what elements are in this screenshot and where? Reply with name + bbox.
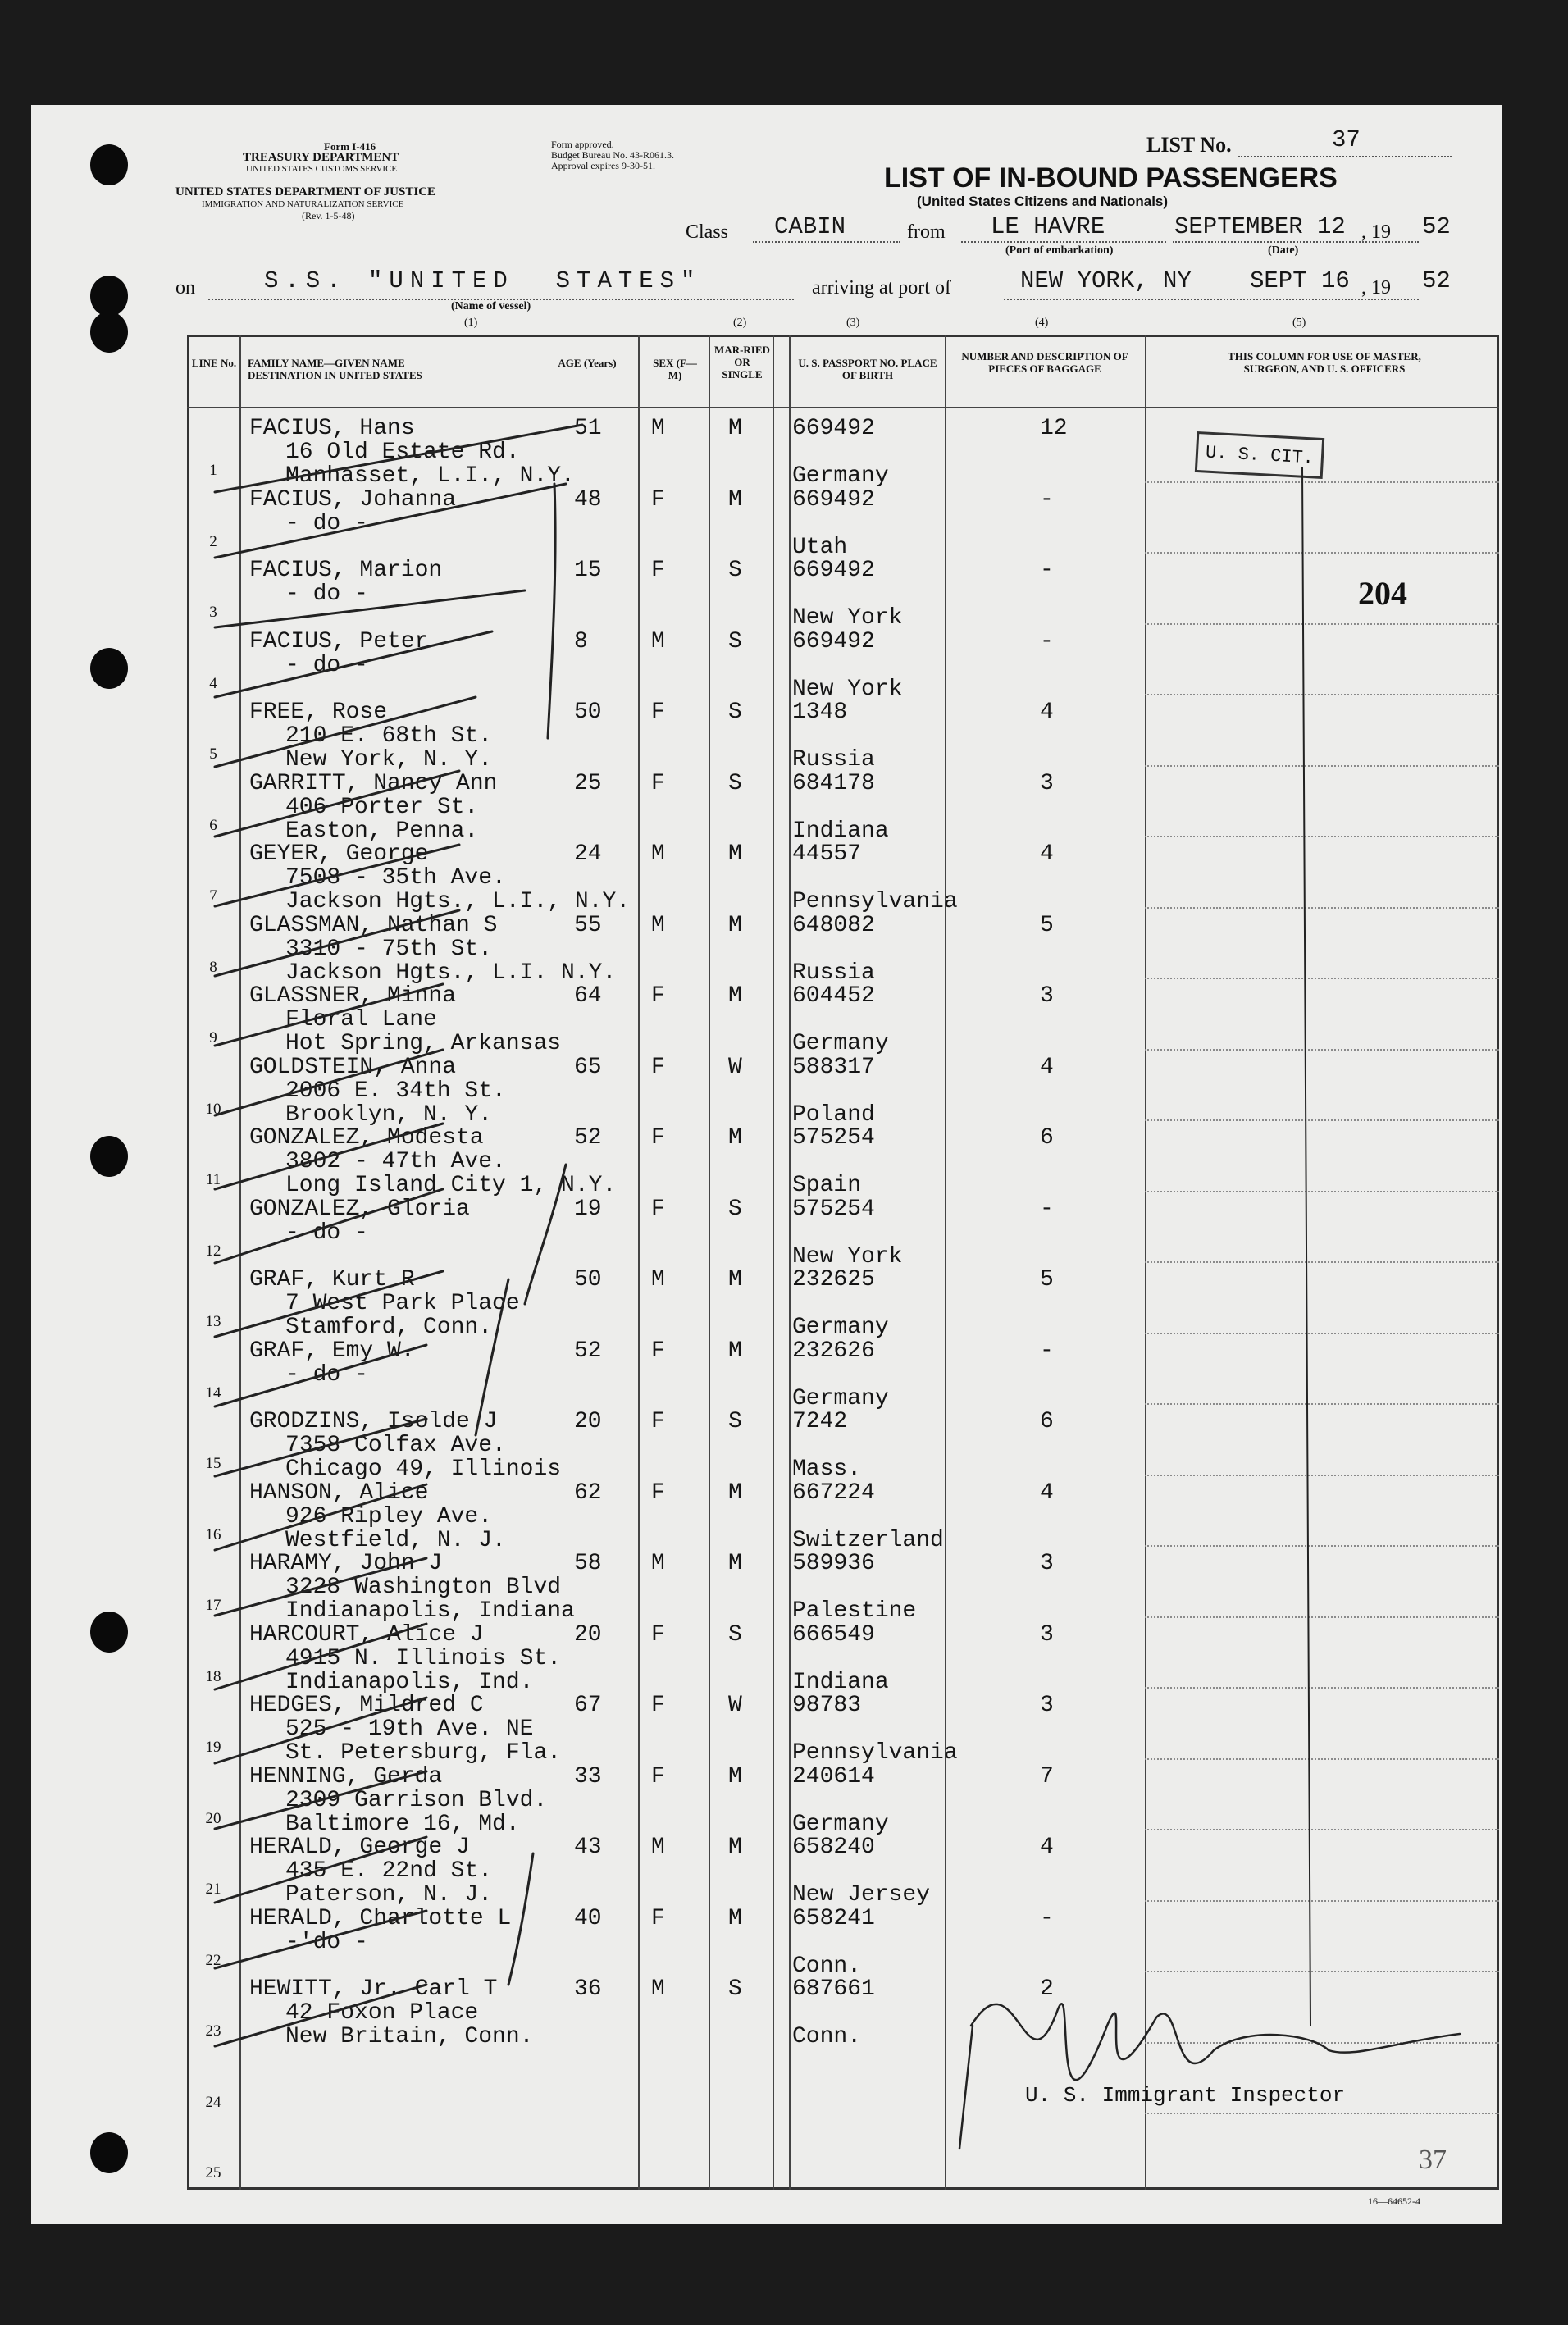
address-line-2: Paterson, N. J. [285, 1882, 493, 1908]
passenger-name: HARCOURT, Alice J [249, 1621, 484, 1648]
marital-status: M [728, 486, 742, 513]
line-number: 13 [205, 1313, 221, 1330]
passenger-sex: M [651, 1976, 665, 2002]
marital-status: S [728, 770, 742, 796]
baggage-count: 5 [1040, 912, 1054, 938]
marital-status: M [728, 1835, 742, 1860]
approval-line: Budget Bureau No. 43-R061.3. [551, 149, 674, 161]
passenger-name: FACIUS, Hans [249, 416, 415, 441]
arrival-port: NEW YORK, NY [1020, 267, 1192, 294]
marital-status: W [728, 1054, 742, 1080]
baggage-count: 2 [1040, 1976, 1054, 2002]
address-line-1: 525 - 19th Ave. NE [285, 1716, 534, 1742]
address-line-2: Hot Spring, Arkansas [285, 1031, 562, 1056]
on-label: on [175, 277, 195, 299]
address-line-1: 435 E. 22nd St. [285, 1858, 493, 1884]
passenger-sex: F [651, 1054, 665, 1080]
place-of-birth: Poland [792, 1101, 875, 1128]
marital-status: M [728, 912, 742, 938]
marital-status: M [728, 416, 742, 441]
passport-number: 232626 [792, 1338, 875, 1364]
baggage-count: - [1040, 628, 1054, 654]
address-line-1: 7 West Park Place [285, 1291, 520, 1316]
address-line-1: - do - [285, 1219, 368, 1246]
line-number: 11 [205, 1171, 221, 1188]
baggage-count: 4 [1040, 1054, 1054, 1080]
passenger-age: 52 [574, 1338, 602, 1364]
passenger-age: 50 [574, 1267, 602, 1292]
baggage-count: 4 [1040, 841, 1054, 867]
embark-date: SEPTEMBER 12 [1174, 213, 1346, 240]
address-line-2: Stamford, Conn. [285, 1315, 493, 1340]
baggage-count: - [1040, 1905, 1054, 1931]
address-line-1: -'do - [285, 1929, 368, 1955]
address-line-1: 7508 - 35th Ave. [285, 865, 506, 891]
line-number: 25 [205, 2164, 221, 2181]
passenger-sex: M [651, 912, 665, 938]
date-caption: (Date) [1268, 244, 1299, 257]
passenger-age: 51 [574, 416, 602, 441]
vessel-name: S.S. "UNITED STATES" [264, 267, 702, 294]
line-number: 18 [205, 1667, 221, 1685]
baggage-count: - [1040, 558, 1054, 583]
line-number: 15 [205, 1455, 221, 1472]
passport-number: 669492 [792, 628, 875, 654]
address-line-1: 4915 N. Illinois St. [285, 1645, 562, 1671]
passenger-name: GONZALEZ, Gloria [249, 1196, 470, 1222]
passport-number: 589936 [792, 1551, 875, 1576]
header-married: MAR-RIED OR SINGLE [714, 344, 770, 381]
place-of-birth: Utah [792, 534, 848, 560]
address-line-2: New York, N. Y. [285, 747, 493, 773]
address-line-1: - do - [285, 581, 368, 607]
place-of-birth: Indiana [792, 1669, 889, 1695]
passenger-sex: F [651, 1338, 665, 1364]
passport-number: 687661 [792, 1976, 875, 2002]
treasury-dept: TREASURY DEPARTMENT [243, 151, 399, 164]
line-number: 9 [209, 1029, 217, 1046]
marital-status: S [728, 558, 742, 583]
address-line-1: 7358 Colfax Ave. [285, 1433, 506, 1458]
passenger-name: GLASSMAN, Nathan S [249, 912, 498, 938]
line-number: 24 [205, 2093, 221, 2111]
passenger-age: 48 [574, 486, 602, 513]
revision: (Rev. 1-5-48) [302, 210, 355, 221]
passenger-sex: M [651, 628, 665, 654]
place-of-birth: Palestine [792, 1598, 917, 1624]
year-embark: 52 [1422, 213, 1451, 240]
place-of-birth: Switzerland [792, 1527, 944, 1553]
address-line-1: Floral Lane [285, 1007, 437, 1033]
marital-status: S [728, 1621, 742, 1648]
marital-status: M [728, 841, 742, 867]
address-line-1: 2006 E. 34th St. [285, 1078, 506, 1104]
passport-number: 658241 [792, 1905, 875, 1931]
passenger-age: 15 [574, 558, 602, 583]
address-line-2: New Britain, Conn. [285, 2024, 534, 2049]
header-name: FAMILY NAME—GIVEN NAME DESTINATION IN UNITED STATES [248, 357, 422, 381]
passenger-name: GRAF, Kurt R [249, 1267, 415, 1292]
baggage-count: 3 [1040, 983, 1054, 1009]
passenger-age: 8 [574, 628, 588, 654]
baggage-count: - [1040, 1338, 1054, 1364]
passport-number: 667224 [792, 1479, 875, 1506]
justice-dept: UNITED STATES DEPARTMENT OF JUSTICE [175, 185, 436, 198]
header-line-no: LINE No. [191, 357, 237, 369]
col-number: (4) [1035, 317, 1049, 329]
header-age: AGE (Years) [558, 357, 617, 369]
passenger-name: HEWITT, Jr. Carl T [249, 1976, 498, 2002]
passenger-sex: F [651, 1409, 665, 1434]
marital-status: M [728, 1763, 742, 1789]
year-prefix: , 19 [1361, 221, 1391, 243]
passenger-name: HERALD, Charlotte L [249, 1905, 512, 1931]
address-line-1: 16 Old Estate Rd. [285, 440, 520, 465]
passenger-sex: F [651, 770, 665, 796]
year-prefix-2: , 19 [1361, 277, 1391, 299]
class-label: Class [686, 221, 729, 243]
address-line-1: 926 Ripley Ave. [285, 1503, 493, 1529]
port-embark-caption: (Port of embarkation) [1005, 244, 1114, 257]
line-number: 6 [209, 816, 217, 834]
address-line-1: 3310 - 75th St. [285, 936, 493, 962]
marital-status: M [728, 1125, 742, 1151]
passport-number: 240614 [792, 1763, 875, 1789]
address-line-1: 2309 Garrison Blvd. [285, 1787, 548, 1813]
place-of-birth: New York [792, 605, 903, 631]
form-subtitle: (United States Citizens and Nationals) [917, 194, 1169, 209]
baggage-count: - [1040, 486, 1054, 513]
marital-status: M [728, 1905, 742, 1931]
passport-number: 232625 [792, 1267, 875, 1292]
address-line-2: Jackson Hgts., L.I. N.Y. [285, 960, 617, 986]
place-of-birth: Mass. [792, 1457, 862, 1482]
col-number: (3) [846, 317, 860, 329]
passenger-age: 36 [574, 1976, 602, 2002]
line-number: 1 [209, 462, 217, 479]
line-number: 7 [209, 887, 217, 905]
passenger-name: GOLDSTEIN, Anna [249, 1054, 457, 1080]
baggage-count: - [1040, 1196, 1054, 1222]
marital-status: W [728, 1693, 742, 1718]
passenger-name: GLASSNER, Minna [249, 983, 457, 1009]
passport-number: 588317 [792, 1054, 875, 1080]
passport-number: 684178 [792, 770, 875, 796]
year-arrival: 52 [1422, 267, 1451, 294]
address-line-1: 210 E. 68th St. [285, 723, 493, 749]
marital-status: M [728, 1338, 742, 1364]
passenger-age: 52 [574, 1125, 602, 1151]
line-number: 12 [205, 1242, 221, 1260]
us-citizen-stamp: U. S. CIT. [1195, 431, 1324, 479]
address-line-2: St. Petersburg, Fla. [285, 1740, 562, 1766]
place-of-birth: Germany [792, 1315, 889, 1340]
passenger-age: 20 [574, 1621, 602, 1648]
passenger-age: 67 [574, 1693, 602, 1718]
passenger-age: 43 [574, 1835, 602, 1860]
passport-number: 575254 [792, 1196, 875, 1222]
passenger-age: 50 [574, 700, 602, 725]
passenger-name: HARAMY, John J [249, 1551, 443, 1576]
passport-number: 44557 [792, 841, 862, 867]
baggage-count: 4 [1040, 1479, 1054, 1506]
address-line-1: - do - [285, 510, 368, 536]
list-number: 37 [1332, 126, 1361, 153]
customs-service: UNITED STATES CUSTOMS SERVICE [246, 164, 398, 174]
passenger-sex: F [651, 1621, 665, 1648]
passport-number: 669492 [792, 486, 875, 513]
passenger-sex: F [651, 1763, 665, 1789]
class-value: CABIN [774, 213, 846, 240]
passenger-sex: M [651, 1551, 665, 1576]
passenger-sex: M [651, 1835, 665, 1860]
baggage-count: 6 [1040, 1125, 1054, 1151]
passenger-age: 33 [574, 1763, 602, 1789]
place-of-birth: Germany [792, 1811, 889, 1837]
arrival-date: SEPT 16 [1250, 267, 1350, 294]
line-number: 22 [205, 1951, 221, 1969]
baggage-count: 12 [1040, 416, 1068, 441]
address-line-2: Indianapolis, Indiana [285, 1598, 575, 1624]
col-number: (1) [464, 317, 478, 329]
passenger-sex: F [651, 1196, 665, 1222]
address-line-2: Manhasset, L.I., N.Y. [285, 463, 575, 489]
passenger-sex: F [651, 700, 665, 725]
place-of-birth: New York [792, 1243, 903, 1270]
passenger-age: 19 [574, 1196, 602, 1222]
line-number: 14 [205, 1384, 221, 1402]
marital-status: M [728, 1479, 742, 1506]
baggage-count: 3 [1040, 1621, 1054, 1648]
baggage-count: 7 [1040, 1763, 1054, 1789]
passenger-sex: M [651, 841, 665, 867]
address-line-1: - do - [285, 652, 368, 678]
passenger-age: 58 [574, 1551, 602, 1576]
passenger-sex: M [651, 1267, 665, 1292]
passport-number: 658240 [792, 1835, 875, 1860]
marital-status: M [728, 983, 742, 1009]
passenger-sex: M [651, 416, 665, 441]
baggage-count: 3 [1040, 1693, 1054, 1718]
place-of-birth: Germany [792, 1031, 889, 1056]
place-of-birth: Russia [792, 960, 875, 986]
address-line-2: Easton, Penna. [285, 818, 479, 844]
baggage-count: 3 [1040, 770, 1054, 796]
passport-number: 575254 [792, 1125, 875, 1151]
line-number: 19 [205, 1739, 221, 1756]
ins-service: IMMIGRATION AND NATURALIZATION SERVICE [202, 199, 404, 209]
port-embarkation: LE HAVRE [991, 213, 1105, 240]
address-line-1: 42 Foxon Place [285, 2000, 479, 2026]
form-number: Form I-416 [324, 140, 376, 153]
passenger-name: HENNING, Gerda [249, 1763, 443, 1789]
passenger-sex: F [651, 983, 665, 1009]
passenger-sex: F [651, 1479, 665, 1506]
passenger-age: 25 [574, 770, 602, 796]
address-line-2: Chicago 49, Illinois [285, 1457, 562, 1482]
address-line-1: 3228 Washington Blvd [285, 1575, 562, 1600]
passport-number: 98783 [792, 1693, 862, 1718]
passenger-name: FACIUS, Peter [249, 628, 429, 654]
address-line-2: Baltimore 16, Md. [285, 1811, 520, 1837]
baggage-count: 4 [1040, 1835, 1054, 1860]
address-line-1: 406 Porter St. [285, 794, 479, 820]
passenger-sex: F [651, 1905, 665, 1931]
header-baggage: NUMBER AND DESCRIPTION OF PIECES OF BAGGAGE [961, 350, 1128, 375]
line-number: 2 [209, 532, 217, 550]
passenger-sex: F [651, 1693, 665, 1718]
list-no-label: LIST No. [1146, 133, 1232, 157]
line-number: 17 [205, 1597, 221, 1614]
line-number: 8 [209, 958, 217, 976]
place-of-birth: Pennsylvania [792, 889, 958, 914]
passenger-name: HEDGES, Mildred C [249, 1693, 484, 1718]
col-number: (2) [733, 317, 747, 329]
passenger-age: 24 [574, 841, 602, 867]
passenger-sex: F [651, 1125, 665, 1151]
place-of-birth: Spain [792, 1173, 862, 1198]
baggage-count: 4 [1040, 700, 1054, 725]
place-of-birth: Germany [792, 1385, 889, 1411]
passport-number: 669492 [792, 558, 875, 583]
place-of-birth: New Jersey [792, 1882, 931, 1908]
marital-status: M [728, 1551, 742, 1576]
passenger-name: GONZALEZ, Modesta [249, 1125, 484, 1151]
marital-status: S [728, 628, 742, 654]
address-line-2: Indianapolis, Ind. [285, 1669, 534, 1695]
passenger-age: 55 [574, 912, 602, 938]
baggage-count: 5 [1040, 1267, 1054, 1292]
passport-number: 669492 [792, 416, 875, 441]
from-label: from [907, 221, 946, 243]
inspector-caption: U. S. Immigrant Inspector [1025, 2083, 1346, 2108]
passenger-name: GRODZINS, Isolde J [249, 1409, 498, 1434]
address-line-2: Brooklyn, N. Y. [285, 1101, 493, 1128]
passenger-name: GRAF, Emy W. [249, 1338, 415, 1364]
passport-number: 1348 [792, 700, 848, 725]
approval-line: Approval expires 9-30-51. [551, 160, 655, 171]
passenger-name: HERALD, George J [249, 1835, 470, 1860]
passport-number: 666549 [792, 1621, 875, 1648]
passport-number: 7242 [792, 1409, 848, 1434]
line-number: 10 [205, 1100, 221, 1118]
address-line-2: Westfield, N. J. [285, 1527, 506, 1553]
passenger-age: 64 [574, 983, 602, 1009]
passenger-sex: F [651, 558, 665, 583]
line-number: 3 [209, 604, 217, 621]
passenger-age: 20 [574, 1409, 602, 1434]
page-note: 37 [1419, 2145, 1447, 2175]
marital-status: S [728, 1196, 742, 1222]
col-number: (5) [1292, 317, 1306, 329]
passenger-name: HANSON, Alice [249, 1479, 429, 1506]
address-line-2: Long Island City 1, N.Y. [285, 1173, 617, 1198]
header-sex: SEX (F—M) [653, 357, 697, 381]
place-of-birth: New York [792, 676, 903, 702]
footer-code: 16—64652-4 [1368, 2195, 1420, 2207]
tally-number: 204 [1358, 575, 1407, 612]
passenger-age: 62 [574, 1479, 602, 1506]
address-line-1: - do - [285, 1361, 368, 1388]
baggage-count: 6 [1040, 1409, 1054, 1434]
arriving-label: arriving at port of [812, 277, 951, 299]
header-officers: THIS COLUMN FOR USE OF MASTER, SURGEON, AND U. S. OFFICERS [1228, 350, 1421, 375]
passport-number: 604452 [792, 983, 875, 1009]
passenger-name: FREE, Rose [249, 700, 388, 725]
passenger-name: GEYER, George [249, 841, 429, 867]
place-of-birth: Russia [792, 747, 875, 773]
place-of-birth: Conn. [792, 2024, 862, 2049]
passport-number: 648082 [792, 912, 875, 938]
header-passport: U. S. PASSPORT NO. PLACE OF BIRTH [798, 357, 937, 381]
passenger-age: 40 [574, 1905, 602, 1931]
marital-status: S [728, 700, 742, 725]
line-number: 21 [205, 1881, 221, 1898]
passenger-name: GARRITT, Nancy Ann [249, 770, 498, 796]
line-number: 23 [205, 2022, 221, 2040]
baggage-count: 3 [1040, 1551, 1054, 1576]
line-number: 20 [205, 1809, 221, 1827]
passenger-name: FACIUS, Marion [249, 558, 443, 583]
marital-status: S [728, 1976, 742, 2002]
marital-status: S [728, 1409, 742, 1434]
line-number: 4 [209, 674, 217, 692]
passenger-age: 65 [574, 1054, 602, 1080]
approval-line: Form approved. [551, 139, 614, 150]
line-number: 5 [209, 745, 217, 763]
vessel-caption: (Name of vessel) [451, 300, 531, 312]
marital-status: M [728, 1267, 742, 1292]
passenger-sex: F [651, 486, 665, 513]
address-line-1: 3802 - 47th Ave. [285, 1149, 506, 1174]
line-number: 16 [205, 1525, 221, 1543]
place-of-birth: Conn. [792, 1953, 862, 1979]
place-of-birth: Indiana [792, 818, 889, 844]
place-of-birth: Pennsylvania [792, 1740, 958, 1766]
passenger-name: FACIUS, Johanna [249, 486, 457, 513]
place-of-birth: Germany [792, 463, 889, 489]
address-line-2: Jackson Hgts., L.I., N.Y. [285, 889, 631, 914]
form-title: LIST OF IN-BOUND PASSENGERS [884, 162, 1338, 194]
